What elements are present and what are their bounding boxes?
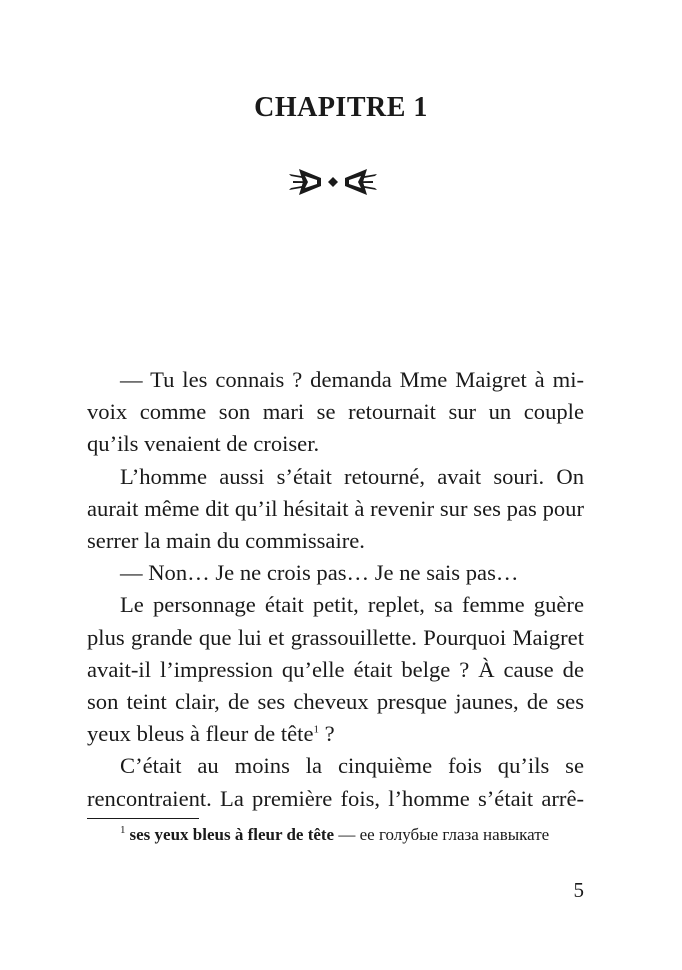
footnote <box>87 822 584 848</box>
paragraph-5: C’était au moins la cinquième fois qu’ils se rencontraient. La première fois, l’homme s’était arrê- <box>87 753 584 811</box>
paragraph-4-tail: ? <box>318 721 335 747</box>
paragraph-2: L’homme aussi s’était retourné, avait souri. On aurait même dit qu’il hésitait à revenir sur ses pas pour serrer la main du commissaire. <box>87 463 584 554</box>
footnote-number: 1 <box>120 824 126 837</box>
fleuron-ornament-icon <box>289 166 377 198</box>
paragraph-1: — Tu les connais ? demanda Mme Maigret à mi-voix comme son mari se retournait sur un couple qu’ils venaient de croiser. <box>87 367 584 457</box>
page-number: 5 <box>573 878 584 902</box>
footnote-reference[interactable]: 1 <box>313 723 319 736</box>
footnote-separator <box>87 818 199 819</box>
footnote-term: ses yeux bleus à fleur de tête <box>129 825 335 844</box>
paragraph-4 <box>87 589 584 750</box>
paragraph-3: — Non… Je ne crois pas… Je ne sais pas… <box>120 560 519 586</box>
chapter-body <box>87 364 584 815</box>
chapter-title: CHAPITRE 1 <box>254 92 428 123</box>
paragraph-4-text: Le personnage était petit, replet, sa femme guère plus grande que lui et grassouillette. Pourquoi Maigret avait-il l’impression qu’elle était belge ? À cause de son teint clair, de ses cheveux presque jaunes, de ses yeux bleus à fleur de tête <box>87 592 584 747</box>
footnote-definition: — ее голубые глаза навыкате <box>334 825 550 844</box>
